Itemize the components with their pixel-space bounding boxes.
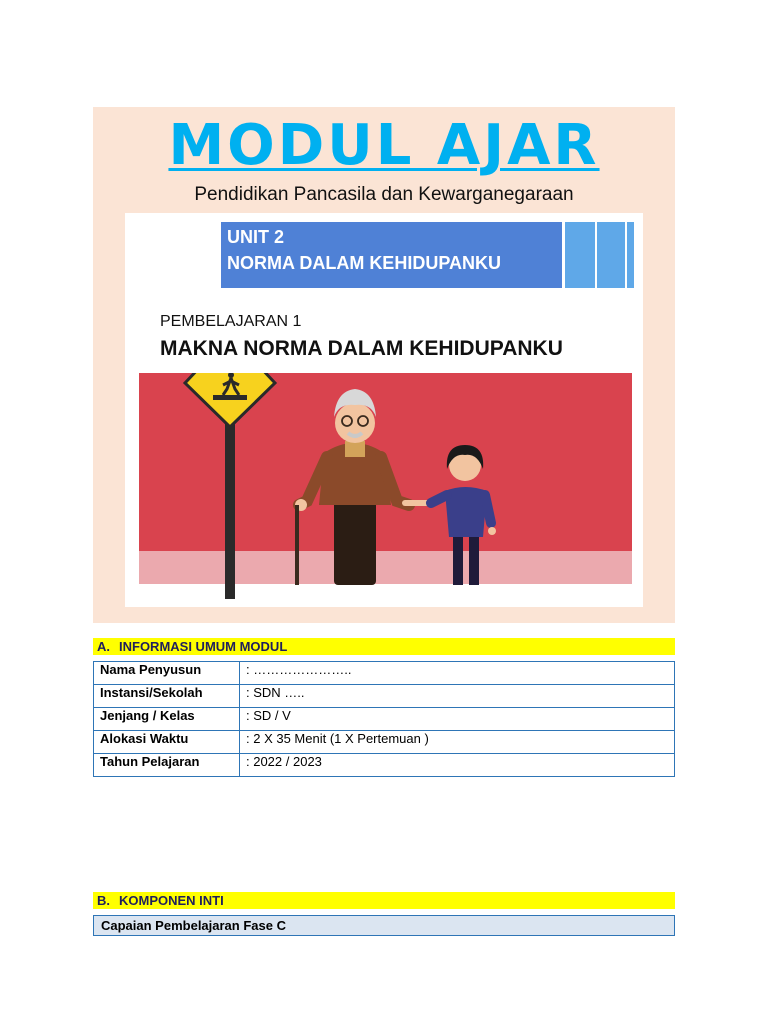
lesson-title: MAKNA NORMA DALAM KEHIDUPANKU: [160, 337, 563, 360]
lesson-label: PEMBELAJARAN 1: [160, 313, 302, 330]
unit-banner: [221, 222, 562, 288]
section-a-title: INFORMASI UMUM MODUL: [119, 639, 288, 654]
row-value: : SDN …..: [240, 685, 675, 708]
table-row: [94, 685, 675, 708]
table-row: [94, 731, 675, 754]
module-title: MODUL AJAR: [168, 113, 600, 178]
row-key: Instansi/Sekolah: [94, 685, 240, 708]
row-value: : 2 X 35 Menit (1 X Pertemuan ): [240, 731, 675, 754]
crossing-illustration: [139, 373, 632, 599]
cover-panel: [93, 107, 675, 623]
section-a-heading: [93, 638, 675, 655]
section-b-title: KOMPONEN INTI: [119, 893, 224, 908]
section-a-index: A.: [97, 639, 110, 654]
unit-title: NORMA DALAM KEHIDUPANKU: [227, 253, 501, 273]
row-value: : SD / V: [240, 708, 675, 731]
row-value: : …………………..: [240, 662, 675, 685]
subject-name: Pendidikan Pancasila dan Kewarganegaraan: [194, 184, 574, 205]
row-key: Nama Penyusun: [94, 662, 240, 685]
row-key: Alokasi Waktu: [94, 731, 240, 754]
section-b-index: B.: [97, 893, 110, 908]
table-row: [94, 754, 675, 777]
row-value: : 2022 / 2023: [240, 754, 675, 777]
info-table: [93, 661, 675, 777]
capaian-box: Capaian Pembelajaran Fase C: [93, 915, 675, 936]
row-key: Jenjang / Kelas: [94, 708, 240, 731]
table-row: [94, 662, 675, 685]
row-key: Tahun Pelajaran: [94, 754, 240, 777]
cover-card: [125, 213, 643, 607]
table-row: [94, 708, 675, 731]
unit-number: UNIT 2: [227, 227, 285, 247]
section-b-heading: [93, 892, 675, 909]
banner-stripes: [562, 222, 634, 288]
